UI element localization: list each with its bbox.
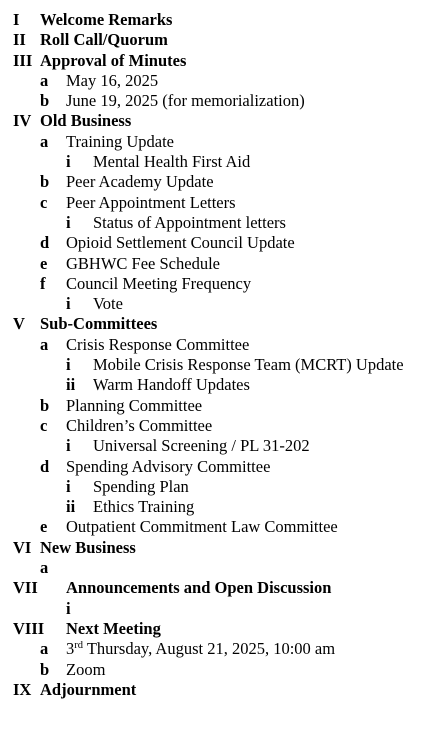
agenda-item-text: Old Business	[40, 111, 132, 131]
agenda-item	[0, 517, 441, 537]
agenda-item-number: i	[66, 476, 71, 496]
agenda-item-number: c	[40, 192, 48, 212]
agenda-item	[0, 213, 441, 233]
agenda-item-text: Mental Health First Aid	[93, 152, 251, 172]
agenda-item-text: Zoom	[66, 659, 106, 679]
agenda-item	[0, 538, 441, 558]
agenda-item-number: i	[66, 212, 71, 232]
agenda-item	[0, 152, 441, 172]
agenda-item-number: i	[66, 294, 71, 314]
agenda-item-number: d	[40, 233, 50, 253]
ordinal-number: 3	[66, 639, 75, 659]
agenda-item	[0, 355, 441, 375]
agenda-item	[0, 639, 441, 659]
agenda-item-number: a	[40, 334, 49, 354]
agenda-item	[0, 172, 441, 192]
agenda-item	[0, 680, 441, 700]
agenda-item	[0, 660, 441, 680]
agenda-item-text: Peer Academy Update	[66, 172, 214, 192]
agenda-item-number: e	[40, 253, 48, 273]
agenda-item	[0, 436, 441, 456]
agenda-item-text: Status of Appointment letters	[93, 212, 286, 232]
agenda-item	[0, 375, 441, 395]
agenda-item-number: b	[40, 659, 50, 679]
agenda-item-number: b	[40, 172, 50, 192]
agenda-item-label: Thursday, August 21, 2025, 10:00 am	[83, 639, 336, 659]
agenda-item	[0, 274, 441, 294]
agenda-item	[0, 51, 441, 71]
agenda-item-text: Roll Call/Quorum	[40, 30, 168, 50]
agenda-item	[0, 477, 441, 497]
agenda-item-text: Sub-Committees	[40, 314, 158, 334]
agenda-item-number: VII	[13, 578, 38, 598]
agenda-item-text: Mobile Crisis Response Team (MCRT) Update	[93, 355, 404, 375]
agenda-item-number: VI	[13, 537, 32, 557]
agenda-item-text: Opioid Settlement Council Update	[66, 233, 295, 253]
agenda-item	[0, 71, 441, 91]
agenda-item-text: New Business	[40, 537, 136, 557]
agenda-item-text: Spending Advisory Committee	[66, 456, 271, 476]
agenda-item-number: a	[40, 131, 49, 151]
agenda-item	[0, 497, 441, 517]
agenda-item	[0, 294, 441, 314]
ordinal-suffix: rd	[74, 640, 83, 652]
agenda-item-number: b	[40, 91, 50, 111]
agenda-item	[0, 91, 441, 111]
agenda-item-number: a	[40, 558, 49, 578]
agenda-item	[0, 254, 441, 274]
agenda-item-number: i	[66, 598, 71, 618]
agenda-item-text	[66, 639, 335, 659]
agenda-item	[0, 132, 441, 152]
agenda-item-text: Welcome Remarks	[40, 10, 173, 29]
agenda-item-text: Adjournment	[40, 679, 137, 699]
agenda-item-number: c	[40, 415, 48, 435]
agenda-item-number: III	[13, 50, 33, 70]
agenda-item-text: Warm Handoff Updates	[93, 375, 250, 395]
agenda-item-number: V	[13, 314, 25, 334]
agenda-item-text: Training Update	[66, 131, 175, 151]
agenda-item	[0, 335, 441, 355]
agenda-item-text: GBHWC Fee Schedule	[66, 253, 220, 273]
agenda-item-number: VIII	[13, 618, 45, 638]
agenda-item-number: I	[13, 10, 20, 29]
agenda-item	[0, 30, 441, 50]
agenda-item-number: i	[66, 152, 71, 172]
agenda-item-text: Ethics Training	[93, 497, 195, 517]
agenda-item-text: Universal Screening / PL 31-202	[93, 436, 310, 456]
agenda-item-text: Announcements and Open Discussion	[66, 578, 332, 598]
agenda-item-number: II	[13, 30, 26, 50]
agenda-item-number: IV	[13, 111, 32, 131]
agenda-item-number: a	[40, 70, 49, 90]
agenda-item	[0, 111, 441, 131]
agenda-item	[0, 396, 441, 416]
agenda-item-number: f	[40, 273, 46, 293]
agenda-item	[0, 416, 441, 436]
agenda-item-text: Peer Appointment Letters	[66, 192, 236, 212]
agenda-item-number: i	[66, 436, 71, 456]
agenda-item-text: Council Meeting Frequency	[66, 273, 252, 293]
agenda-item-text: June 19, 2025 (for memorialization)	[66, 91, 305, 111]
meeting-agenda	[0, 10, 441, 700]
agenda-item-number: a	[40, 639, 49, 659]
agenda-item	[0, 314, 441, 334]
agenda-item-text: Outpatient Commitment Law Committee	[66, 517, 338, 537]
agenda-item-text: Next Meeting	[66, 618, 161, 638]
agenda-item-number: i	[66, 355, 71, 375]
agenda-item-number: ii	[66, 375, 76, 395]
agenda-item	[0, 578, 441, 598]
agenda-item-text: Spending Plan	[93, 476, 189, 496]
agenda-item	[0, 193, 441, 213]
agenda-item-number: b	[40, 395, 50, 415]
agenda-item	[0, 457, 441, 477]
agenda-item	[0, 10, 441, 30]
agenda-item-text: Crisis Response Committee	[66, 334, 250, 354]
agenda-item-number: d	[40, 456, 50, 476]
agenda-item	[0, 558, 441, 578]
agenda-item-text: May 16, 2025	[66, 70, 159, 90]
agenda-item-text: Children’s Committee	[66, 415, 213, 435]
agenda-item-number: e	[40, 517, 48, 537]
agenda-item-text: Planning Committee	[66, 395, 203, 415]
agenda-item	[0, 619, 441, 639]
agenda-item-number: IX	[13, 679, 32, 699]
agenda-item-number: ii	[66, 497, 76, 517]
agenda-item-text: Vote	[93, 294, 123, 314]
agenda-item-text: Approval of Minutes	[40, 50, 187, 70]
agenda-item	[0, 599, 441, 619]
agenda-item	[0, 233, 441, 253]
